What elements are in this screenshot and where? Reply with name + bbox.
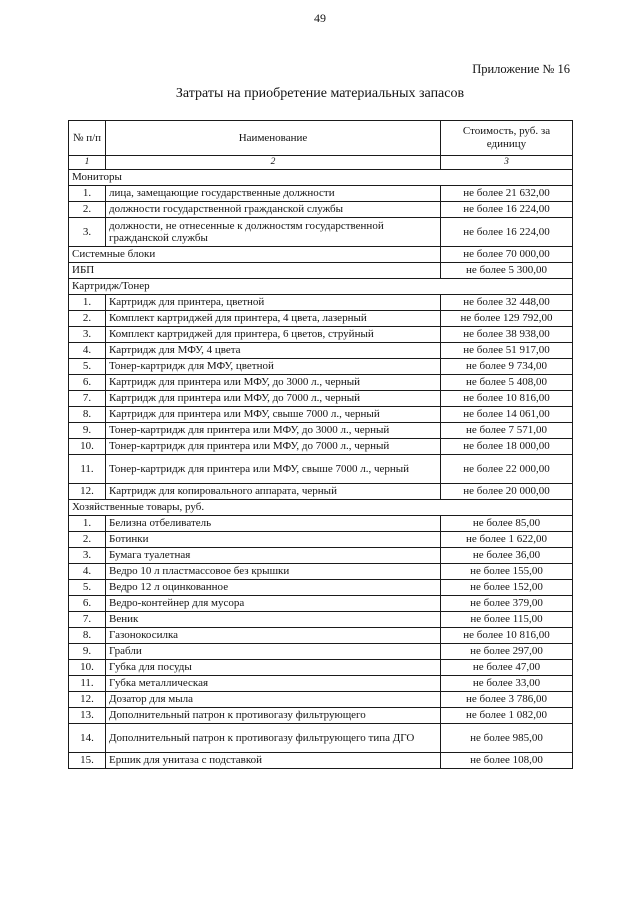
table-row	[69, 596, 573, 612]
table-row	[69, 218, 573, 247]
section-title: Картридж/Тонер	[69, 279, 573, 295]
table-row	[69, 564, 573, 580]
item-number: 1.	[69, 295, 106, 311]
item-name: Тонер-картридж для принтера или МФУ, до 3000 л., черный	[106, 423, 441, 439]
item-cost: не более 1 622,00	[441, 532, 573, 548]
table-row	[69, 708, 573, 724]
item-number: 13.	[69, 708, 106, 724]
item-number: 12.	[69, 692, 106, 708]
item-cost: не более 5 408,00	[441, 375, 573, 391]
item-number: 3.	[69, 327, 106, 343]
table-row	[69, 484, 573, 500]
header-index-name: 2	[106, 156, 441, 170]
table-row	[69, 644, 573, 660]
table-row	[69, 311, 573, 327]
item-number: 2.	[69, 311, 106, 327]
item-cost: не более 297,00	[441, 644, 573, 660]
item-name: Ведро 10 л пластмассовое без крышки	[106, 564, 441, 580]
item-number: 1.	[69, 516, 106, 532]
item-cost: не более 22 000,00	[441, 455, 573, 484]
document-title: Затраты на приобретение материальных запасов	[175, 86, 465, 101]
section-row	[69, 279, 573, 295]
table-row	[69, 186, 573, 202]
item-cost: не более 985,00	[441, 724, 573, 753]
item-cost: не более 379,00	[441, 596, 573, 612]
item-number: 2.	[69, 532, 106, 548]
item-name: Белизна отбеливатель	[106, 516, 441, 532]
item-name: Комплект картриджей для принтера, 4 цвета, лазерный	[106, 311, 441, 327]
item-number: 4.	[69, 564, 106, 580]
item-cost: не более 18 000,00	[441, 439, 573, 455]
item-cost: не более 14 061,00	[441, 407, 573, 423]
section-title: ИБП	[69, 263, 441, 279]
item-cost: не более 3 786,00	[441, 692, 573, 708]
table-row	[69, 676, 573, 692]
table-row	[69, 359, 573, 375]
item-cost: не более 115,00	[441, 612, 573, 628]
item-number: 2.	[69, 202, 106, 218]
header-cost: Стоимость, руб. за единицу	[441, 121, 573, 156]
item-cost: не более 108,00	[441, 753, 573, 769]
item-cost: не более 129 792,00	[441, 311, 573, 327]
section-row	[69, 500, 573, 516]
header-index-cost: 3	[441, 156, 573, 170]
item-name: Картридж для МФУ, 4 цвета	[106, 343, 441, 359]
section-cost: не более 70 000,00	[441, 247, 573, 263]
item-cost: не более 10 816,00	[441, 391, 573, 407]
item-name: Тонер-картридж для принтера или МФУ, свыше 7000 л., черный	[106, 455, 441, 484]
item-name: Картридж для принтера или МФУ, до 3000 л., черный	[106, 375, 441, 391]
item-cost: не более 32 448,00	[441, 295, 573, 311]
item-number: 11.	[69, 455, 106, 484]
item-name: Картридж для принтера, цветной	[106, 295, 441, 311]
costs-table	[68, 120, 573, 769]
item-name: должности, не отнесенные к должностям государственной гражданской службы	[106, 218, 441, 247]
table-row	[69, 628, 573, 644]
item-name: Картридж для принтера или МФУ, до 7000 л., черный	[106, 391, 441, 407]
item-number: 9.	[69, 423, 106, 439]
item-number: 9.	[69, 644, 106, 660]
item-number: 8.	[69, 628, 106, 644]
table-row	[69, 612, 573, 628]
item-cost: не более 1 082,00	[441, 708, 573, 724]
item-cost: не более 7 571,00	[441, 423, 573, 439]
section-title: Хозяйственные товары, руб.	[69, 500, 573, 516]
table-row	[69, 724, 573, 753]
table-row	[69, 391, 573, 407]
item-name: Губка металлическая	[106, 676, 441, 692]
item-name: Комплект картриджей для принтера, 6 цветов, струйный	[106, 327, 441, 343]
table-row	[69, 439, 573, 455]
item-number: 7.	[69, 391, 106, 407]
section-cost: не более 5 300,00	[441, 263, 573, 279]
item-name: Губка для посуды	[106, 660, 441, 676]
item-number: 8.	[69, 407, 106, 423]
item-name: Ботинки	[106, 532, 441, 548]
table-row	[69, 407, 573, 423]
header-row	[69, 121, 573, 156]
header-index-row	[69, 156, 573, 170]
table-row	[69, 202, 573, 218]
item-number: 11.	[69, 676, 106, 692]
item-name: Грабли	[106, 644, 441, 660]
item-name: Картридж для копировального аппарата, черный	[106, 484, 441, 500]
item-name: Веник	[106, 612, 441, 628]
section-row	[69, 247, 573, 263]
costs-table-body	[69, 121, 573, 769]
table-row	[69, 692, 573, 708]
item-number: 6.	[69, 596, 106, 612]
table-row	[69, 753, 573, 769]
item-cost: не более 9 734,00	[441, 359, 573, 375]
appendix-label: Приложение № 16	[472, 62, 570, 76]
item-cost: не более 38 938,00	[441, 327, 573, 343]
item-name: Тонер-картридж для принтера или МФУ, до 7000 л., черный	[106, 439, 441, 455]
table-row	[69, 295, 573, 311]
item-cost: не более 16 224,00	[441, 218, 573, 247]
table-row	[69, 375, 573, 391]
table-row	[69, 580, 573, 596]
table-row	[69, 516, 573, 532]
item-name: Бумага туалетная	[106, 548, 441, 564]
item-number: 4.	[69, 343, 106, 359]
section-title: Системные блоки	[69, 247, 441, 263]
item-number: 3.	[69, 548, 106, 564]
table-row	[69, 343, 573, 359]
section-title: Мониторы	[69, 170, 573, 186]
table-row	[69, 327, 573, 343]
item-name: Тонер-картридж для МФУ, цветной	[106, 359, 441, 375]
item-cost: не более 155,00	[441, 564, 573, 580]
item-name: Дополнительный патрон к противогазу фильтрующего типа ДГО	[106, 724, 441, 753]
item-cost: не более 21 632,00	[441, 186, 573, 202]
item-name: лица, замещающие государственные должности	[106, 186, 441, 202]
item-name: Дополнительный патрон к противогазу фильтрующего	[106, 708, 441, 724]
page-number: 49	[314, 11, 326, 25]
item-number: 7.	[69, 612, 106, 628]
item-name: должности государственной гражданской службы	[106, 202, 441, 218]
item-number: 3.	[69, 218, 106, 247]
item-number: 14.	[69, 724, 106, 753]
item-cost: не более 10 816,00	[441, 628, 573, 644]
item-name: Картридж для принтера или МФУ, свыше 7000 л., черный	[106, 407, 441, 423]
item-name: Ведро 12 л оцинкованное	[106, 580, 441, 596]
item-name: Газонокосилка	[106, 628, 441, 644]
item-name: Дозатор для мыла	[106, 692, 441, 708]
item-cost: не более 16 224,00	[441, 202, 573, 218]
table-row	[69, 660, 573, 676]
table-row	[69, 548, 573, 564]
item-cost: не более 51 917,00	[441, 343, 573, 359]
item-number: 15.	[69, 753, 106, 769]
item-number: 5.	[69, 359, 106, 375]
item-cost: не более 152,00	[441, 580, 573, 596]
item-number: 5.	[69, 580, 106, 596]
item-number: 1.	[69, 186, 106, 202]
item-number: 12.	[69, 484, 106, 500]
section-row	[69, 263, 573, 279]
table-row	[69, 423, 573, 439]
header-num: № п/п	[69, 121, 106, 156]
item-name: Ведро-контейнер для мусора	[106, 596, 441, 612]
item-number: 10.	[69, 660, 106, 676]
header-index-num: 1	[69, 156, 106, 170]
item-name: Ершик для унитаза с подставкой	[106, 753, 441, 769]
item-cost: не более 47,00	[441, 660, 573, 676]
header-name: Наименование	[106, 121, 441, 156]
section-row	[69, 170, 573, 186]
table-row	[69, 455, 573, 484]
item-cost: не более 20 000,00	[441, 484, 573, 500]
item-cost: не более 85,00	[441, 516, 573, 532]
item-cost: не более 36,00	[441, 548, 573, 564]
item-number: 6.	[69, 375, 106, 391]
item-cost: не более 33,00	[441, 676, 573, 692]
item-number: 10.	[69, 439, 106, 455]
table-row	[69, 532, 573, 548]
